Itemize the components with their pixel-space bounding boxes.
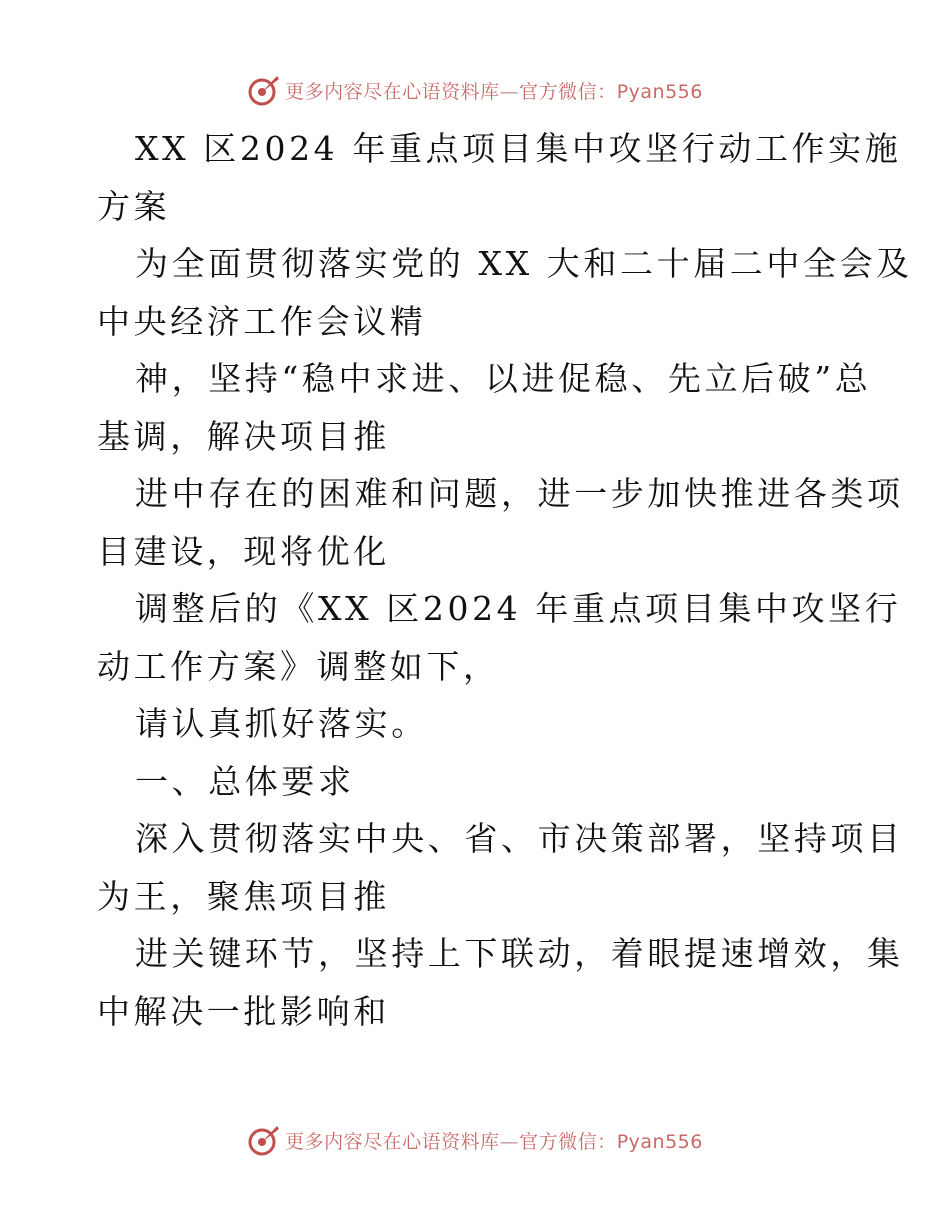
footer-banner-text	[285, 1127, 703, 1154]
quill-logo-icon	[247, 73, 281, 107]
header-dash: —	[499, 80, 520, 103]
document-line: 方案	[97, 186, 171, 226]
footer-dash: —	[499, 1130, 520, 1153]
document-line: 一、总体要求	[135, 761, 355, 801]
document-line: 请认真抓好落实。	[135, 704, 428, 743]
footer-wechat-id: Pyan556	[616, 1130, 703, 1153]
header-banner-text	[285, 77, 703, 104]
document-line: 进中存在的困难和问题，进一步加快推进各类项	[135, 474, 904, 513]
document-line: 为王，聚焦项目推	[97, 876, 390, 916]
document-line: 进关键环节，坚持上下联动，着眼提速增效，集	[135, 934, 904, 973]
document-line: 神，坚持“稳中求进、以进促稳、先立后破”总	[135, 359, 872, 398]
header-banner	[0, 70, 950, 110]
document-body	[97, 120, 913, 1040]
footer-official-label: 官方微信：	[519, 1130, 617, 1153]
footer-banner	[0, 1120, 950, 1160]
document-line: 为全面贯彻落实党的 XX 大和二十届二中全会及	[135, 244, 913, 283]
header-official-label: 官方微信：	[519, 80, 617, 103]
quill-logo-icon	[247, 1123, 281, 1157]
document-line: 动工作方案》调整如下，	[97, 646, 500, 686]
document-line: 调整后的《XX 区2024 年重点项目集中攻坚行	[135, 589, 902, 628]
document-line: 深入贯彻落实中央、省、市决策部署，坚持项目	[135, 819, 904, 858]
header-wechat-id: Pyan556	[616, 80, 703, 103]
document-line: 基调，解决项目推	[97, 416, 390, 456]
document-line: 中解决一批影响和	[97, 991, 390, 1031]
header-site-name: 更多内容尽在心语资料库	[285, 80, 500, 103]
document-line: 目建设，现将优化	[97, 531, 390, 571]
document-line: 中央经济工作会议精	[97, 301, 427, 341]
document-line: XX 区2024 年重点项目集中攻坚行动工作实施	[135, 129, 902, 168]
footer-site-name: 更多内容尽在心语资料库	[285, 1130, 500, 1153]
